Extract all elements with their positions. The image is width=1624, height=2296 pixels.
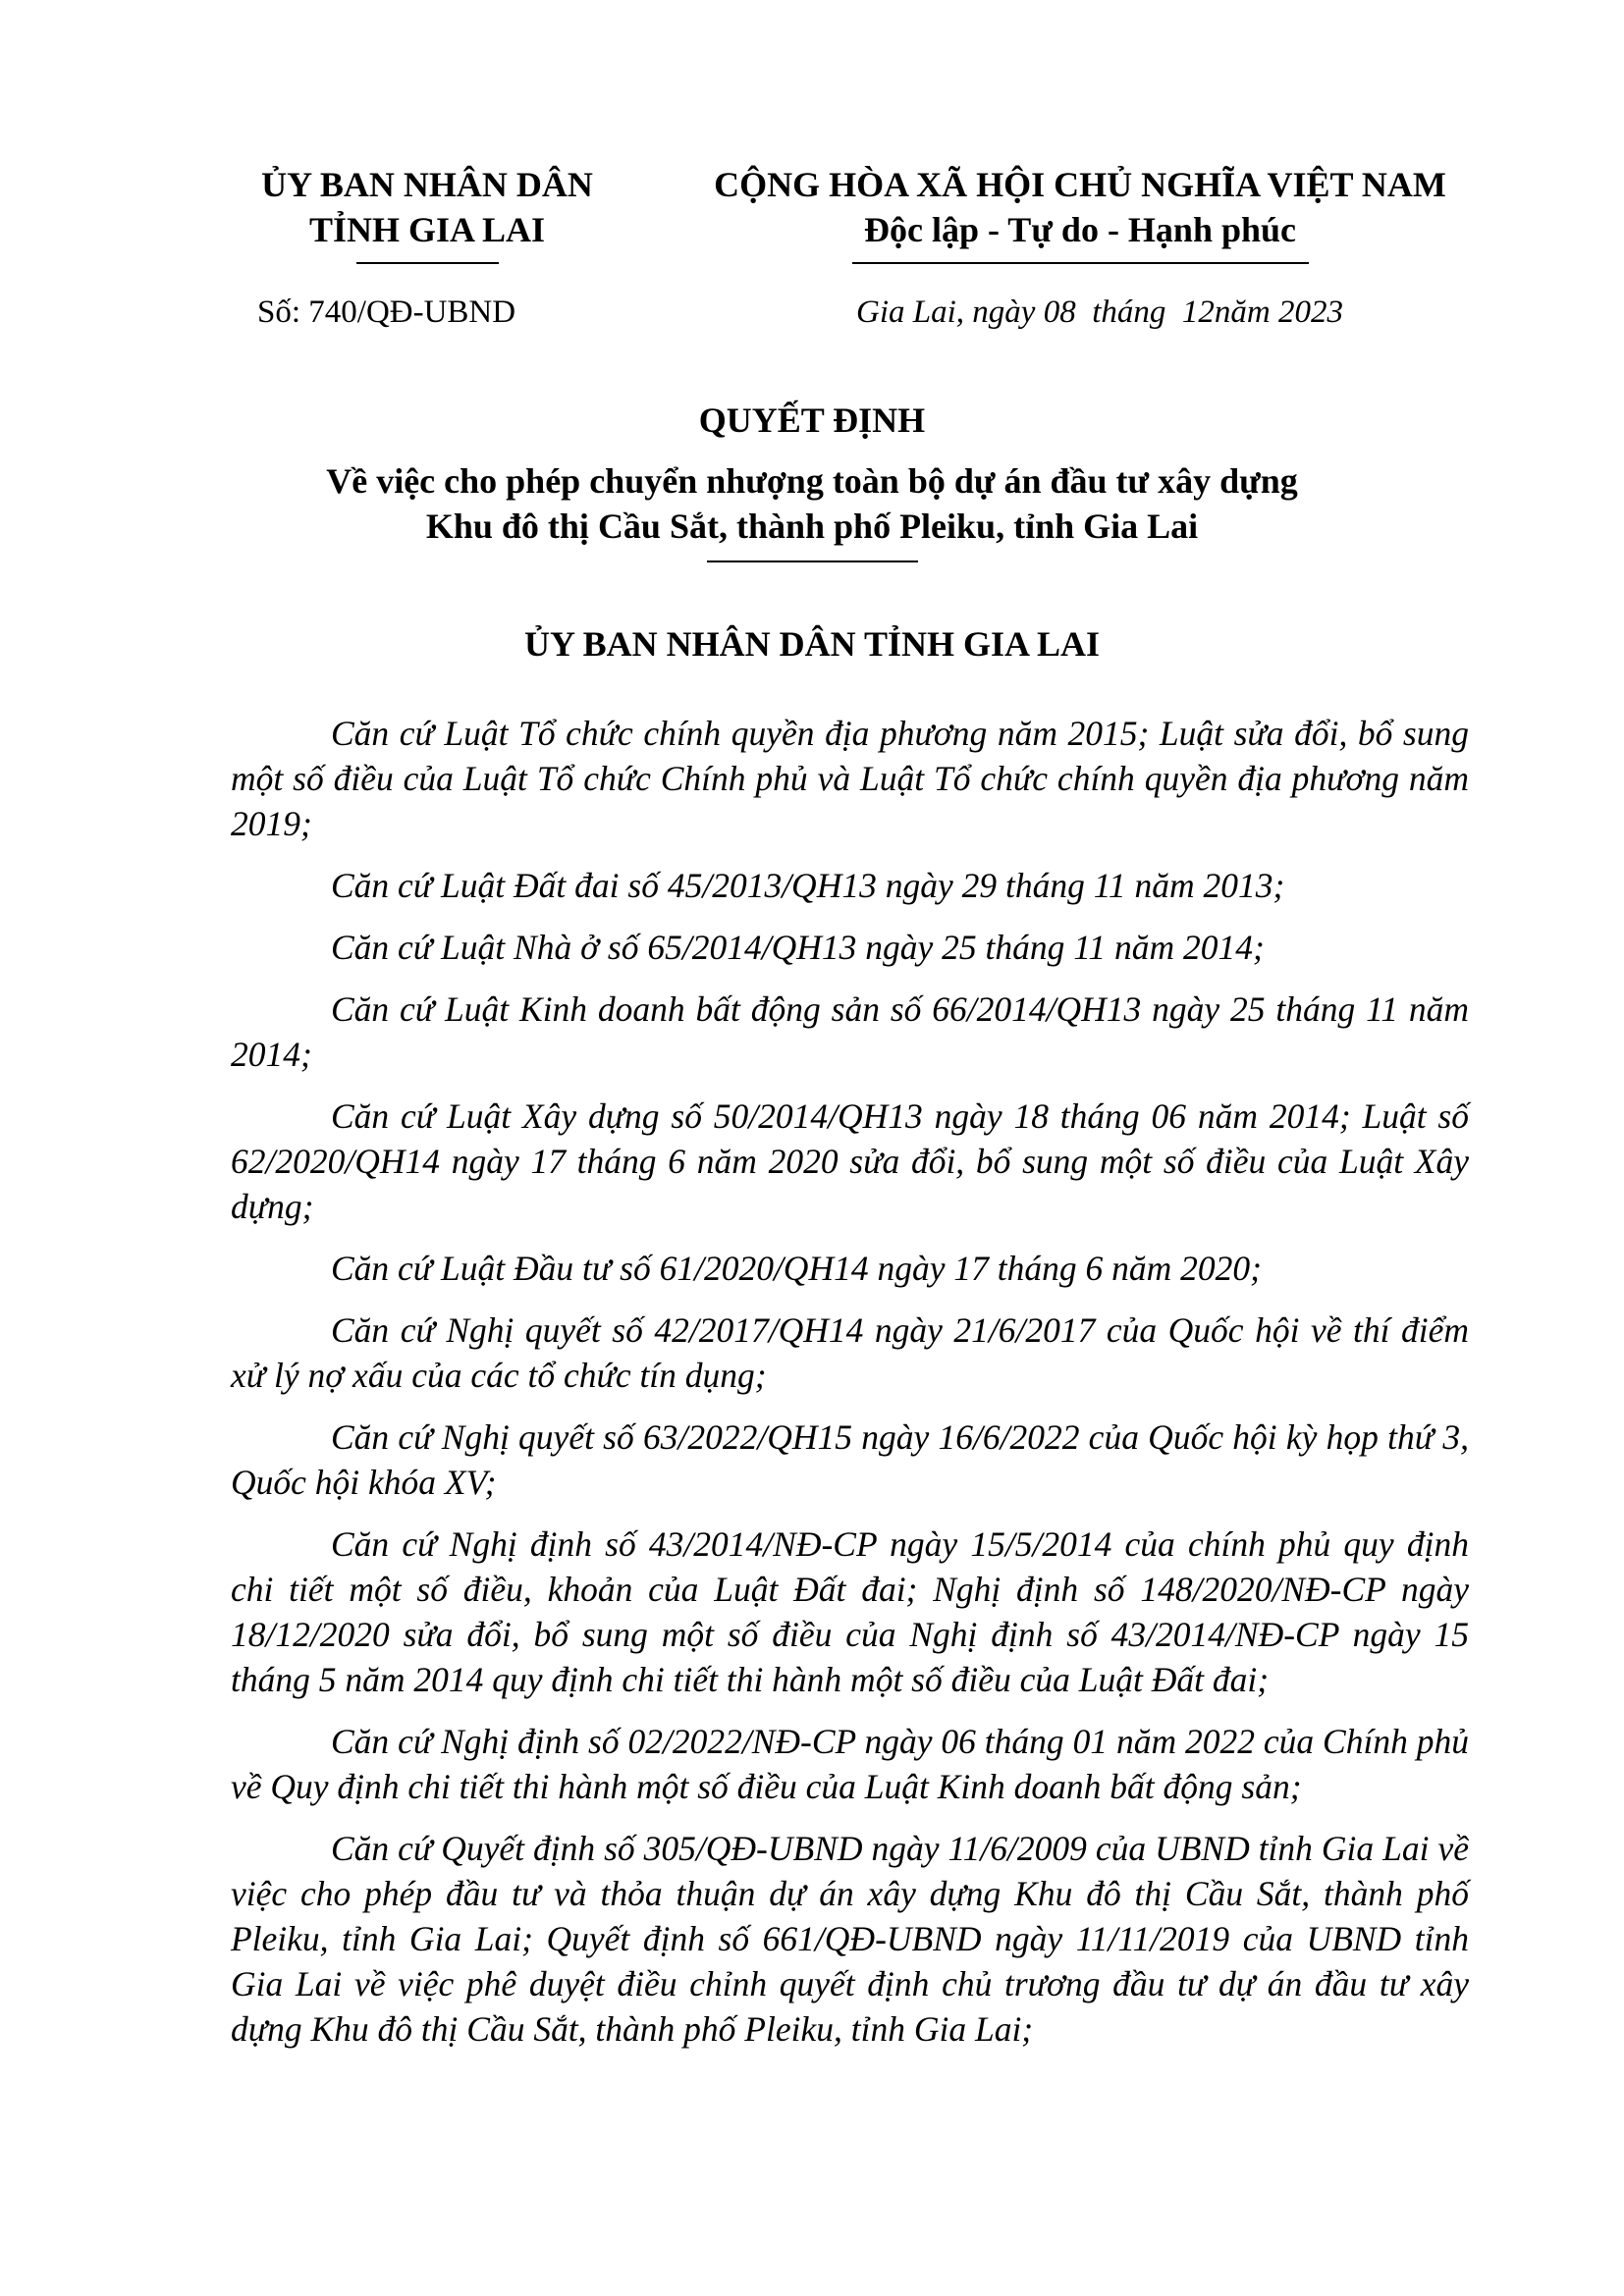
legal-basis-item: Căn cứ Luật Kinh doanh bất động sản số 66/2014/QH13 ngày 25 tháng 11 năm 2014; [231, 989, 1469, 1074]
agency-line-1: ỦY BAN NHÂN DÂN [261, 165, 593, 204]
legal-basis-item: Căn cứ Nghị định số 02/2022/NĐ-CP ngày 06 tháng 01 năm 2022 của Chính phủ về Quy định chi tiết thi hành một số điều của Luật Kinh doanh bất động sản; [231, 1722, 1469, 1806]
decision-title-block [196, 398, 1428, 562]
legal-basis-item: Căn cứ Quyết định số 305/QĐ-UBND ngày 11/6/2009 của UBND tỉnh Gia Lai về việc cho phép đầu tư và thỏa thuận dự án xây dựng Khu đô thị Cầu Sắt, thành phố Pleiku, tỉnh Gia Lai; Quyết định số 661/QĐ-UBND ngày 11/11/2019 của UBND tỉnh Gia Lai về việc phê duyệt điều chỉnh quyết định chủ trương đầu tư dự án đầu tư xây dựng Khu đô thị Cầu Sắt, thành phố Pleiku, tỉnh Gia Lai; [231, 1829, 1469, 2049]
legal-basis-item: Căn cứ Nghị định số 43/2014/NĐ-CP ngày 15/5/2014 của chính phủ quy định chi tiết một số điều, khoản của Luật Đất đai; Nghị định số 148/2020/NĐ-CP ngày 18/12/2020 sửa đổi, bổ sung một số điều của Nghị định số 43/2014/NĐ-CP ngày 15 tháng 5 năm 2014 quy định chi tiết thi hành một số điều của Luật Đất đai; [231, 1524, 1469, 1699]
nation-line-1: CỘNG HÒA XÃ HỘI CHỦ NGHĨA VIỆT NAM [714, 165, 1446, 204]
legal-basis-list [231, 711, 1469, 2068]
national-motto [687, 162, 1473, 264]
title-underline [707, 561, 918, 562]
document-number: Số: 740/QĐ-UBND [257, 294, 516, 330]
decision-subject-line-2: Khu đô thị Cầu Sắt, thành phố Pleiku, tỉnh Gia Lai [425, 507, 1199, 546]
motto-underline [852, 262, 1309, 264]
issuing-authority-heading: ỦY BAN NHÂN DÂN TỈNH GIA LAI [523, 624, 1101, 664]
decision-title: QUYẾT ĐỊNH [698, 400, 926, 440]
legal-basis-item: Căn cứ Luật Đất đai số 45/2013/QH13 ngày 29 tháng 11 năm 2013; [331, 866, 1285, 905]
legal-basis-item: Căn cứ Luật Xây dựng số 50/2014/QH13 ngày 18 tháng 06 năm 2014; Luật số 62/2020/QH14 ngày 17 tháng 6 năm 2020 sửa đổi, bổ sung một số điều của Luật Xây dựng; [231, 1096, 1469, 1226]
legal-basis-item: Căn cứ Luật Đầu tư số 61/2020/QH14 ngày 17 tháng 6 năm 2020; [331, 1249, 1262, 1288]
agency-line-2: TỈNH GIA LAI [308, 210, 546, 249]
agency-underline [356, 262, 499, 264]
legal-basis-item: Căn cứ Nghị quyết số 63/2022/QH15 ngày 16/6/2022 của Quốc hội kỳ họp thứ 3, Quốc hội khóa XV; [231, 1417, 1469, 1502]
issuing-agency [231, 162, 623, 264]
place-and-date: Gia Lai, ngày 08 tháng 12năm 2023 [856, 294, 1343, 330]
legal-basis-item: Căn cứ Luật Tổ chức chính quyền địa phương năm 2015; Luật sửa đổi, bổ sung một số điều của Luật Tổ chức Chính phủ và Luật Tổ chức chính quyền địa phương năm 2019; [231, 714, 1469, 843]
legal-basis-item: Căn cứ Nghị quyết số 42/2017/QH14 ngày 21/6/2017 của Quốc hội về thí điểm xử lý nợ xấu của các tổ chức tín dụng; [231, 1310, 1469, 1395]
decision-subject-line-1: Về việc cho phép chuyển nhượng toàn bộ dự án đầu tư xây dựng [326, 461, 1298, 501]
nation-line-2: Độc lập - Tự do - Hạnh phúc [863, 210, 1297, 249]
legal-basis-item: Căn cứ Luật Nhà ở số 65/2014/QH13 ngày 25 tháng 11 năm 2014; [331, 928, 1265, 967]
